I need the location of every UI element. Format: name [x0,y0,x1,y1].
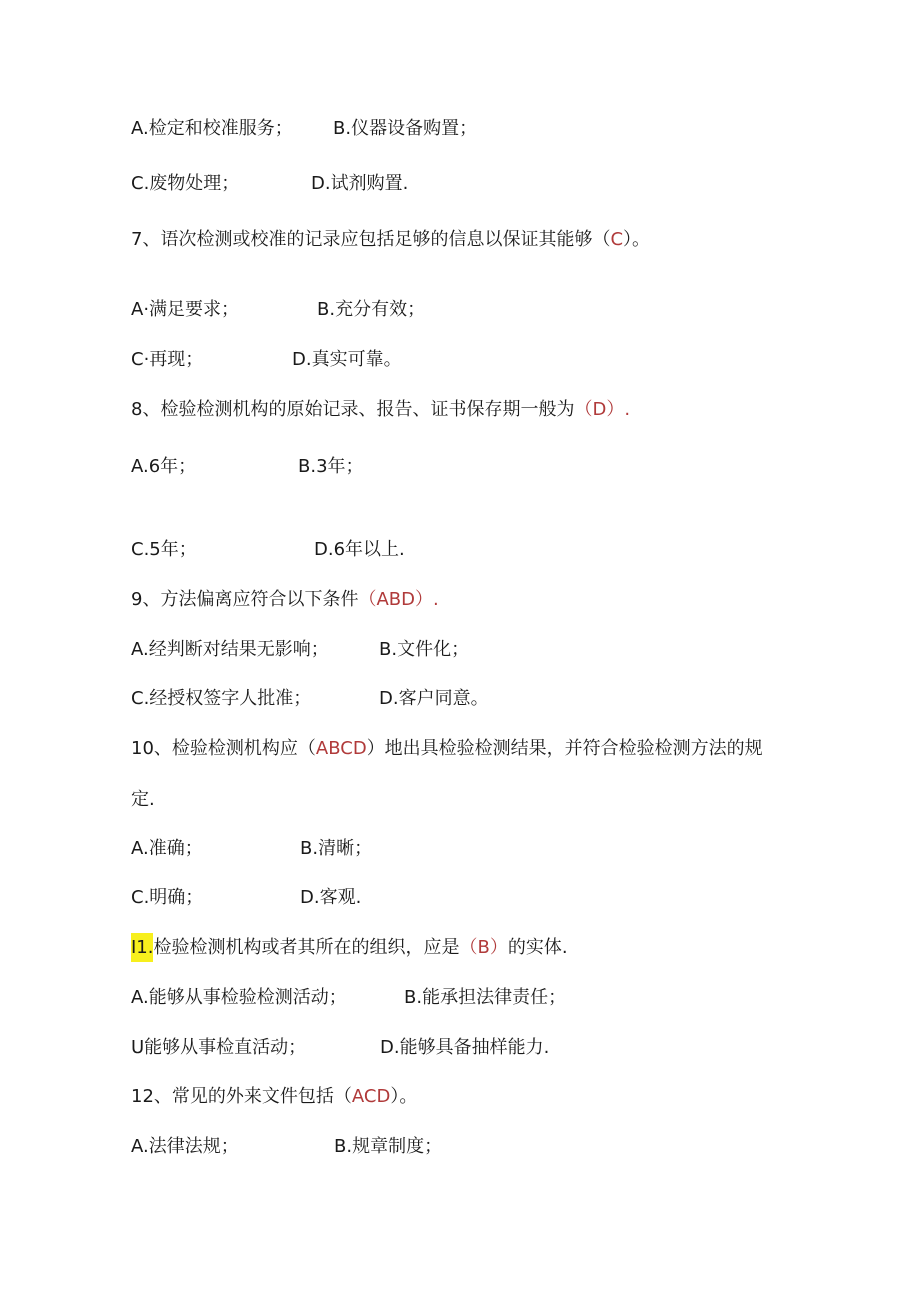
q10-answer: ABCD [315,738,367,759]
q12-option-a: A.法律法规； [131,1136,239,1157]
q8-option-b: B.3年； [298,456,364,477]
q7-suffix: ）。 [623,229,651,250]
question-12 [131,1085,417,1109]
q12-option-b: B.规章制度； [334,1136,443,1157]
q12-text: 12、常见的外来文件包括（ [131,1086,352,1107]
q11-number-highlight: I1. [131,933,153,962]
q9-option-b: B.文件化； [379,639,470,660]
q10-option-a: A.准确； [131,838,203,859]
q7-option-c: C·再现； [131,349,204,370]
q8-option-d: D.6年以上. [314,539,405,560]
q6-option-d: D.试剂购置. [311,173,409,194]
question-8 [131,398,630,422]
q9-option-a: A.经判断对结果无影响； [131,639,329,660]
q8-option-c: C.5年； [131,539,197,560]
q9-text: 9、方法偏离应符合以下条件 [131,589,359,610]
q6-option-a: A.检定和校准服务； [131,118,293,139]
q8-option-a: A.6年； [131,456,197,477]
q10-option-c: C.明确； [131,887,204,908]
q11-option-c: U能够从事检直活动； [131,1037,307,1058]
question-10 [131,737,763,761]
q11-option-b: B.能承担法律责任； [404,987,567,1008]
q10-suffix: ）地出具检验检测结果，并符合检验检测方法的规 [366,738,763,759]
q12-answer: ACD [351,1086,391,1107]
q11-suffix: 的实体. [507,937,568,958]
question-7 [131,228,650,252]
q6-option-c: C.废物处理； [131,173,240,194]
q10-text: 10、检验检测机构应（ [131,738,316,759]
question-9 [131,588,439,612]
q6-option-b: B.仪器设备购置； [333,118,478,139]
q8-answer: （D）. [574,399,631,420]
q11-text: 检验检测机构或者其所在的组织，应是 [153,937,460,958]
q9-answer: （ABD）. [358,589,439,610]
q7-option-b: B.充分有效； [317,299,426,320]
q7-answer: C [610,229,624,250]
q11-answer: （B） [459,937,508,958]
q10-cont: 定. [131,789,155,810]
question-10-continued [131,788,155,812]
q7-option-a: A·满足要求； [131,299,240,320]
q7-option-d: D.真实可靠。 [292,349,402,370]
q9-option-c: C.经授权签字人批准； [131,688,312,709]
q8-text: 8、检验检测机构的原始记录、报告、证书保存期一般为 [131,399,575,420]
question-11 [131,936,568,960]
q9-option-d: D.客户同意。 [379,688,489,709]
q7-text: 7、语次检测或校准的记录应包括足够的信息以保证其能够（ [131,229,611,250]
q10-option-b: B.清晰； [300,838,373,859]
q10-option-d: D.客观. [300,887,362,908]
q11-option-a: A.能够从事检验检测活动； [131,987,347,1008]
q12-suffix: ）。 [390,1086,418,1107]
q11-option-d: D.能够具备抽样能力. [380,1037,550,1058]
